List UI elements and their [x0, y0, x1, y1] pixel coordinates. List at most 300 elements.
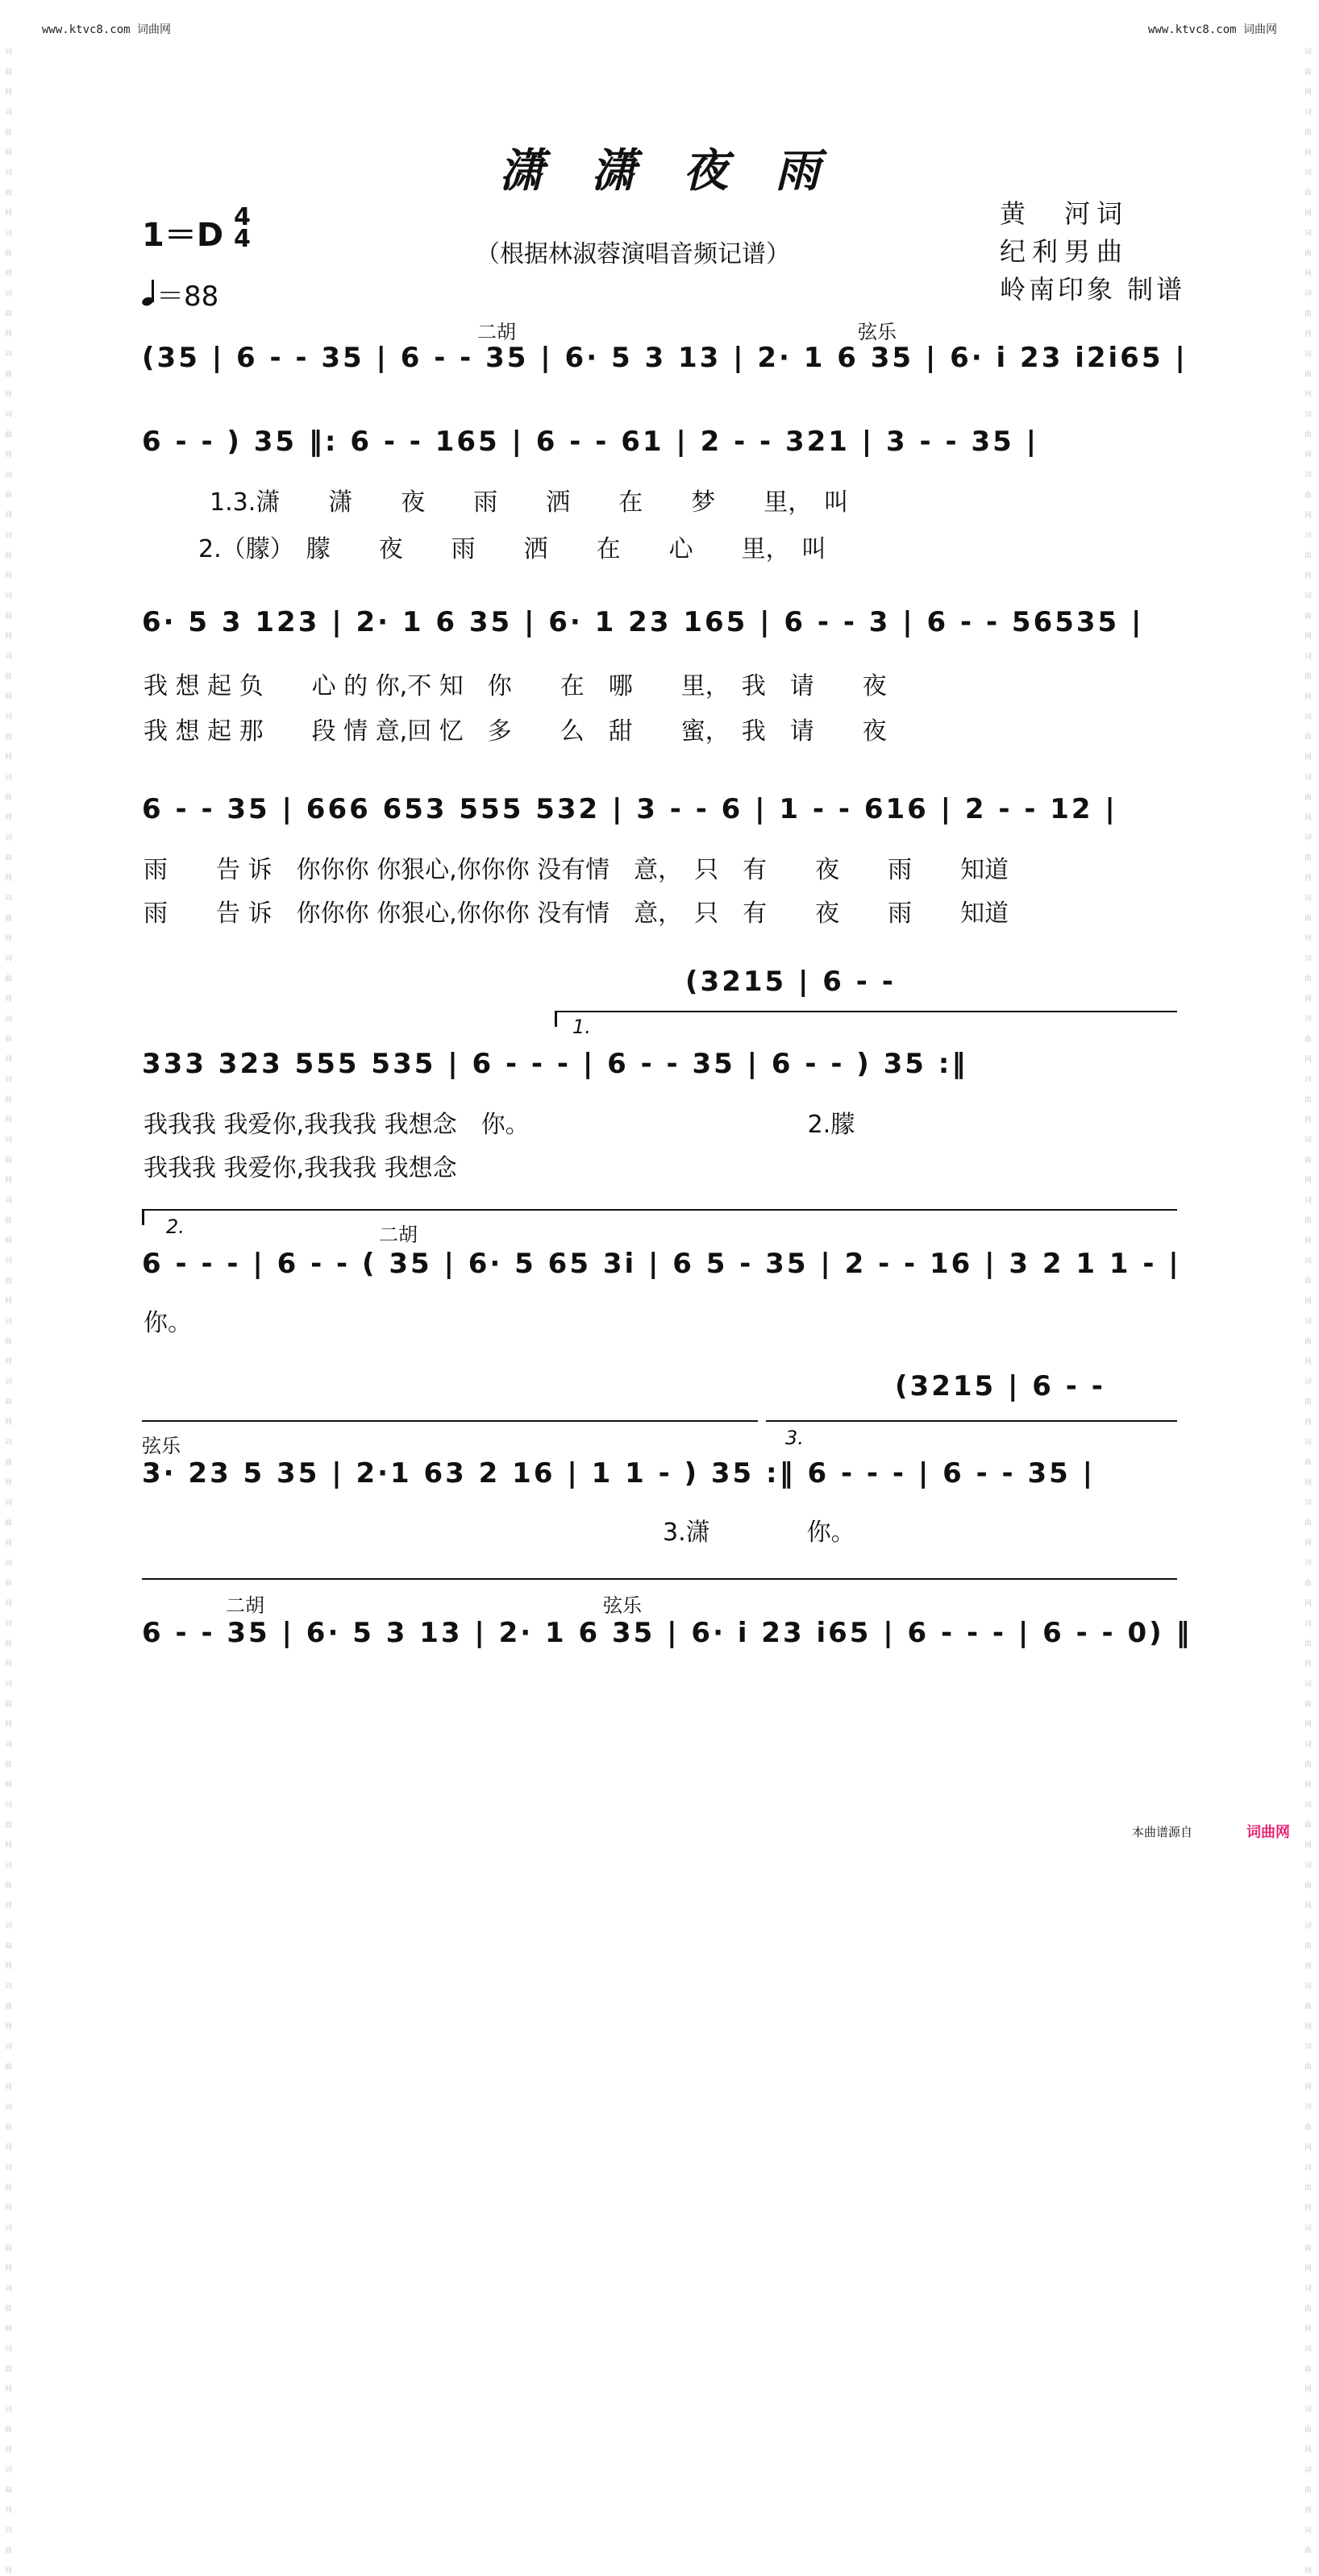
- watermark-char: 词: [5, 1076, 13, 1084]
- lyric-line: 你。: [144, 1309, 192, 1337]
- watermark-char: 词: [1304, 2466, 1313, 2474]
- watermark-char: 曲: [5, 2305, 13, 2313]
- watermark-char: 曲: [1304, 2124, 1313, 2132]
- watermark-char: 词: [5, 1681, 13, 1689]
- watermark-char: 曲: [5, 2063, 13, 2071]
- watermark-char: 网: [1304, 572, 1313, 580]
- watermark-char: 曲: [1304, 552, 1313, 560]
- notation-row: (35 | 6 - - 35 | 6 - - 35 | 6· 5 3 13 | 2· 1 6 35 | 6· i 23 i2i65 |: [142, 342, 1188, 374]
- watermark-char: 词: [5, 532, 13, 540]
- watermark-char: 词: [1304, 1801, 1313, 1809]
- watermark-char: 网: [5, 1842, 13, 1850]
- tempo-value: ＝88: [156, 280, 219, 313]
- watermark-char: 词: [1304, 2104, 1313, 2112]
- watermark-char: 网: [5, 2204, 13, 2212]
- watermark-char: 词: [5, 48, 13, 56]
- watermark-char: 网: [1304, 2144, 1313, 2152]
- watermark-char: 网: [5, 1177, 13, 1185]
- watermark-char: 网: [1304, 210, 1313, 218]
- watermark-char: 网: [1304, 391, 1313, 399]
- watermark-char: 曲: [1304, 794, 1313, 802]
- site-url-left[interactable]: www.ktvc8.com 词曲网: [42, 23, 172, 36]
- instrument-label: 弦乐: [142, 1435, 181, 1457]
- watermark-char: 网: [1304, 814, 1313, 822]
- watermark-char: 曲: [5, 2547, 13, 2555]
- quarter-note-icon: [142, 280, 156, 307]
- watermark-char: 曲: [5, 2184, 13, 2192]
- watermark-char: 词: [5, 2466, 13, 2474]
- watermark-char: 曲: [1304, 1398, 1313, 1406]
- watermark-char: 曲: [5, 1822, 13, 1830]
- watermark-char: 词: [5, 411, 13, 419]
- watermark-char: 曲: [1304, 1942, 1313, 1951]
- watermark-char: 曲: [1304, 1338, 1313, 1346]
- watermark-char: 网: [5, 572, 13, 580]
- section-line: [142, 1420, 758, 1422]
- watermark-char: 曲: [1304, 2366, 1313, 2374]
- watermark-char: 曲: [5, 613, 13, 621]
- volta-label: 3.: [785, 1427, 804, 1449]
- lyric-line: 我 想 起 负 心 的 你,不 知 你 在 哪 里， 我 请 夜: [144, 672, 887, 700]
- watermark-char: 曲: [1304, 2003, 1313, 2011]
- watermark-char: 网: [1304, 935, 1313, 943]
- watermark-char: 词: [5, 1378, 13, 1386]
- watermark-char: 词: [1304, 834, 1313, 842]
- watermark-char: 网: [1304, 1177, 1313, 1185]
- watermark-char: 网: [5, 512, 13, 520]
- watermark-char: 词: [1304, 1076, 1313, 1084]
- watermark-char: 词: [1304, 472, 1313, 480]
- watermark-char: 词: [5, 2164, 13, 2172]
- watermark-char: 曲: [5, 129, 13, 137]
- watermark-char: 词: [1304, 48, 1313, 56]
- watermark-char: 曲: [1304, 371, 1313, 379]
- watermark-char: 词: [1304, 1439, 1313, 1447]
- watermark-char: 网: [5, 1963, 13, 1971]
- watermark-char: 词: [1304, 169, 1313, 177]
- watermark-char: 曲: [5, 1278, 13, 1286]
- watermark-char: 网: [1304, 1419, 1313, 1427]
- watermark-char: 词: [5, 895, 13, 903]
- watermark-char: 网: [5, 2386, 13, 2394]
- watermark-char: 网: [1304, 2325, 1313, 2333]
- watermark-char: 曲: [1304, 310, 1313, 318]
- watermark-char: 网: [5, 2446, 13, 2454]
- watermark-char: 曲: [5, 2426, 13, 2434]
- watermark-char: 曲: [1304, 129, 1313, 137]
- lyricist: 黄 河词: [1000, 198, 1130, 229]
- watermark-char: 词: [5, 2104, 13, 2112]
- watermark-char: 曲: [5, 2366, 13, 2374]
- watermark-char: 词: [1304, 2225, 1313, 2233]
- volta-bracket: [142, 1209, 1177, 1211]
- subtitle: （根据林淑蓉演唱音频记谱）: [476, 240, 790, 268]
- watermark-char: 曲: [1304, 673, 1313, 681]
- watermark-char: 曲: [1304, 1640, 1313, 1648]
- lyric-line: 3.潇 你。: [663, 1519, 855, 1547]
- notation-row: 6 - - 35 | 666 653 555 532 | 3 - - 6 | 1 - - 616 | 2 - - 12 |: [142, 793, 1117, 825]
- watermark-char: 网: [1304, 2446, 1313, 2454]
- volta-bracket-end: [555, 1011, 557, 1027]
- watermark-char: 网: [5, 1539, 13, 1548]
- watermark-char: 网: [5, 814, 13, 822]
- watermark-char: 曲: [1304, 975, 1313, 983]
- watermark-char: 网: [5, 391, 13, 399]
- watermark-char: 曲: [1304, 2487, 1313, 2495]
- watermark-char: 网: [1304, 1056, 1313, 1064]
- watermark-char: 网: [1304, 451, 1313, 459]
- song-title: 潇潇夜雨: [499, 144, 867, 197]
- right-watermark: [1304, 48, 1314, 2575]
- watermark-char: 网: [5, 2084, 13, 2092]
- watermark-char: 曲: [1304, 1580, 1313, 1588]
- watermark-char: 网: [5, 1721, 13, 1729]
- watermark-char: 网: [5, 451, 13, 459]
- footer-logo[interactable]: 词曲网: [1246, 1824, 1290, 1841]
- watermark-char: 曲: [1304, 1822, 1313, 1830]
- watermark-char: 曲: [5, 794, 13, 802]
- watermark-char: 词: [5, 955, 13, 963]
- watermark-char: 网: [1304, 1237, 1313, 1245]
- watermark-char: 曲: [5, 250, 13, 258]
- watermark-char: 曲: [5, 310, 13, 318]
- watermark-char: 网: [5, 149, 13, 157]
- lyric-line: 我 想 起 那 段 情 意,回 忆 多 么 甜 蜜， 我 请 夜: [144, 717, 887, 746]
- watermark-char: 词: [5, 1620, 13, 1628]
- lyric-line: 我我我 我爱你,我我我 我想念: [144, 1154, 457, 1182]
- watermark-char: 词: [1304, 532, 1313, 540]
- watermark-char: 网: [1304, 995, 1313, 1003]
- watermark-char: 词: [1304, 2345, 1313, 2354]
- watermark-char: 网: [1304, 693, 1313, 701]
- watermark-char: 曲: [5, 1036, 13, 1044]
- site-url-right[interactable]: www.ktvc8.com 词曲网: [1147, 23, 1277, 36]
- watermark-char: 词: [1304, 290, 1313, 298]
- watermark-char: 词: [1304, 351, 1313, 359]
- lyric-line: 2.（朦） 朦 夜 雨 洒 在 心 里， 叫: [198, 535, 826, 563]
- watermark-char: 网: [1304, 2386, 1313, 2394]
- watermark-char: 词: [1304, 2406, 1313, 2414]
- notation-row: 333 323 555 535 | 6 - - - | 6 - - 35 | 6 - - ) 35 :‖: [142, 1048, 968, 1080]
- composer: 纪利男曲: [1000, 236, 1130, 267]
- watermark-char: 词: [5, 290, 13, 298]
- instrument-label: 二胡: [226, 1594, 264, 1617]
- watermark-char: 网: [5, 1358, 13, 1366]
- watermark-char: 曲: [5, 975, 13, 983]
- watermark-char: 词: [1304, 1862, 1313, 1870]
- footer-source: 本曲谱源自: [1132, 1825, 1193, 1839]
- watermark-char: 网: [5, 1056, 13, 1064]
- watermark-char: 词: [5, 592, 13, 600]
- watermark-char: 曲: [5, 673, 13, 681]
- watermark-char: 词: [5, 653, 13, 661]
- watermark-char: 词: [1304, 411, 1313, 419]
- watermark-char: 曲: [5, 915, 13, 923]
- watermark-char: 词: [5, 109, 13, 117]
- watermark-char: 曲: [5, 371, 13, 379]
- volta-label: 2.: [166, 1215, 185, 1238]
- watermark-char: 词: [1304, 109, 1313, 117]
- watermark-char: 网: [1304, 633, 1313, 641]
- watermark-char: 曲: [5, 2003, 13, 2011]
- watermark-char: 网: [5, 1902, 13, 1910]
- watermark-char: 网: [1304, 2567, 1313, 2575]
- time-signature: [234, 203, 251, 253]
- watermark-char: 网: [5, 1660, 13, 1668]
- watermark-char: 网: [5, 693, 13, 701]
- watermark-char: 网: [1304, 875, 1313, 883]
- watermark-char: 曲: [1304, 1217, 1313, 1225]
- watermark-char: 词: [1304, 2043, 1313, 2051]
- instrument-label: 弦乐: [603, 1594, 642, 1617]
- watermark-char: 曲: [5, 431, 13, 439]
- meter-bottom: 4: [234, 225, 251, 253]
- watermark-char: 网: [1304, 1842, 1313, 1850]
- watermark-char: 词: [5, 1016, 13, 1024]
- watermark-char: 词: [5, 1136, 13, 1145]
- watermark-char: 词: [1304, 1681, 1313, 1689]
- watermark-char: 网: [1304, 1963, 1313, 1971]
- watermark-char: 曲: [5, 552, 13, 560]
- watermark-char: 曲: [1304, 1278, 1313, 1286]
- watermark-char: 网: [5, 2265, 13, 2273]
- watermark-char: 网: [5, 2023, 13, 2031]
- watermark-char: 词: [1304, 1741, 1313, 1749]
- watermark-char: 曲: [5, 1217, 13, 1225]
- watermark-char: 网: [1304, 89, 1313, 97]
- watermark-char: 网: [5, 995, 13, 1003]
- watermark-char: 网: [1304, 512, 1313, 520]
- watermark-char: 词: [1304, 1257, 1313, 1265]
- watermark-char: 词: [1304, 1136, 1313, 1145]
- watermark-char: 网: [5, 935, 13, 943]
- watermark-char: 词: [5, 2225, 13, 2233]
- meter-top: 4: [234, 203, 251, 231]
- watermark-char: 词: [1304, 230, 1313, 238]
- watermark-char: 词: [1304, 1499, 1313, 1507]
- watermark-char: 曲: [5, 854, 13, 862]
- notation-row: 3· 23 5 35 | 2·1 63 2 16 | 1 1 - ) 35 :‖ 6 - - - | 6 - - 35 |: [142, 1457, 1096, 1490]
- watermark-char: 曲: [5, 1398, 13, 1406]
- watermark-char: 曲: [5, 1761, 13, 1769]
- watermark-char: 曲: [5, 733, 13, 742]
- watermark-char: 词: [1304, 713, 1313, 721]
- watermark-char: 网: [1304, 270, 1313, 278]
- watermark-char: 曲: [1304, 2426, 1313, 2434]
- watermark-char: 网: [1304, 1298, 1313, 1306]
- watermark-char: 曲: [5, 1640, 13, 1648]
- watermark-char: 曲: [1304, 431, 1313, 439]
- watermark-char: 曲: [1304, 1761, 1313, 1769]
- watermark-char: 网: [1304, 149, 1313, 157]
- watermark-char: 词: [5, 1197, 13, 1205]
- watermark-char: 词: [1304, 2527, 1313, 2535]
- watermark-char: 网: [5, 1116, 13, 1124]
- watermark-char: 网: [1304, 1116, 1313, 1124]
- watermark-char: 曲: [1304, 1701, 1313, 1709]
- watermark-char: 词: [5, 351, 13, 359]
- watermark-char: 网: [1304, 1721, 1313, 1729]
- watermark-char: 网: [5, 1237, 13, 1245]
- watermark-char: 网: [1304, 2265, 1313, 2273]
- instrument-label: 弦乐: [858, 321, 897, 343]
- watermark-char: 词: [1304, 2285, 1313, 2293]
- watermark-char: 网: [5, 2567, 13, 2575]
- watermark-char: 词: [5, 230, 13, 238]
- watermark-char: 网: [5, 1479, 13, 1487]
- watermark-char: 曲: [1304, 2184, 1313, 2192]
- watermark-char: 词: [5, 1499, 13, 1507]
- watermark-char: 网: [1304, 1539, 1313, 1548]
- watermark-char: 网: [5, 875, 13, 883]
- watermark-char: 网: [1304, 754, 1313, 762]
- watermark-char: 曲: [1304, 492, 1313, 500]
- watermark-char: 曲: [5, 1096, 13, 1104]
- watermark-char: 曲: [1304, 915, 1313, 923]
- cue-notes: (3215 | 6 - -: [685, 966, 896, 998]
- watermark-char: 曲: [1304, 1036, 1313, 1044]
- watermark-char: 词: [1304, 1620, 1313, 1628]
- watermark-char: 曲: [5, 1882, 13, 1890]
- watermark-char: 曲: [5, 492, 13, 500]
- watermark-char: 词: [1304, 1378, 1313, 1386]
- watermark-char: 曲: [1304, 69, 1313, 77]
- watermark-char: 词: [5, 1257, 13, 1265]
- tempo-marking: [142, 274, 218, 314]
- watermark-char: 词: [5, 2527, 13, 2535]
- watermark-char: 词: [5, 1560, 13, 1568]
- watermark-char: 词: [1304, 774, 1313, 782]
- watermark-char: 曲: [1304, 2547, 1313, 2555]
- watermark-char: 曲: [5, 1459, 13, 1467]
- watermark-char: 网: [5, 2144, 13, 2152]
- watermark-char: 词: [1304, 1983, 1313, 1991]
- watermark-char: 网: [5, 330, 13, 339]
- watermark-char: 网: [5, 2325, 13, 2333]
- watermark-char: 词: [5, 1801, 13, 1809]
- watermark-char: 曲: [5, 1519, 13, 1527]
- watermark-char: 词: [5, 774, 13, 782]
- watermark-char: 词: [1304, 1318, 1313, 1326]
- volta-bracket-end: [142, 1209, 144, 1225]
- notation-row: 6 - - - | 6 - - ( 35 | 6· 5 65 3i | 6 5 - 35 | 2 - - 16 | 3 2 1 1 - |: [142, 1248, 1181, 1280]
- watermark-char: 网: [1304, 2204, 1313, 2212]
- watermark-char: 曲: [1304, 189, 1313, 197]
- notation-row: 6· 5 3 123 | 2· 1 6 35 | 6· 1 23 165 | 6 - - 3 | 6 - - 56535 |: [142, 606, 1144, 638]
- watermark-char: 词: [5, 713, 13, 721]
- watermark-char: 曲: [5, 1701, 13, 1709]
- watermark-char: 曲: [5, 2487, 13, 2495]
- notation-row: 6 - - 35 | 6· 5 3 13 | 2· 1 6 35 | 6· i 23 i65 | 6 - - - | 6 - - 0) ‖: [142, 1617, 1192, 1649]
- watermark-char: 网: [5, 2507, 13, 2515]
- watermark-char: 曲: [1304, 733, 1313, 742]
- volta-bracket: [766, 1420, 1177, 1422]
- watermark-char: 网: [1304, 1479, 1313, 1487]
- watermark-char: 词: [1304, 1197, 1313, 1205]
- watermark-char: 曲: [1304, 1096, 1313, 1104]
- watermark-char: 网: [5, 210, 13, 218]
- watermark-char: 曲: [1304, 854, 1313, 862]
- watermark-char: 网: [5, 270, 13, 278]
- watermark-char: 网: [1304, 1781, 1313, 1789]
- watermark-char: 词: [1304, 1016, 1313, 1024]
- lyric-line: 我我我 我爱你,我我我 我想念 你。 2.朦: [144, 1111, 855, 1139]
- watermark-char: 词: [1304, 1922, 1313, 1930]
- watermark-char: 网: [5, 1298, 13, 1306]
- key-signature: 1＝D: [142, 217, 224, 254]
- watermark-char: 曲: [1304, 2063, 1313, 2071]
- arranger: 岭南印象 制谱: [1000, 274, 1186, 305]
- watermark-char: 网: [1304, 1358, 1313, 1366]
- lyric-line: 雨 告 诉 你你你 你狠心,你你你 没有情 意， 只 有 夜 雨 知道: [144, 856, 1009, 884]
- watermark-char: 曲: [5, 2124, 13, 2132]
- watermark-char: 曲: [5, 2245, 13, 2253]
- watermark-char: 曲: [1304, 613, 1313, 621]
- instrument-label: 二胡: [477, 321, 516, 343]
- left-watermark: [5, 48, 15, 2575]
- watermark-char: 曲: [5, 1338, 13, 1346]
- watermark-char: 网: [1304, 2023, 1313, 2031]
- watermark-char: 词: [1304, 592, 1313, 600]
- watermark-char: 曲: [1304, 1459, 1313, 1467]
- watermark-char: 词: [5, 2043, 13, 2051]
- watermark-char: 网: [5, 1600, 13, 1608]
- watermark-char: 词: [1304, 2164, 1313, 2172]
- watermark-char: 词: [1304, 653, 1313, 661]
- watermark-char: 曲: [1304, 2305, 1313, 2313]
- watermark-char: 网: [1304, 2507, 1313, 2515]
- watermark-char: 词: [5, 2406, 13, 2414]
- watermark-char: 词: [1304, 895, 1313, 903]
- watermark-char: 词: [5, 2285, 13, 2293]
- lyric-line: 雨 告 诉 你你你 你狠心,你你你 没有情 意， 只 有 夜 雨 知道: [144, 900, 1009, 928]
- watermark-char: 曲: [5, 1580, 13, 1588]
- watermark-char: 曲: [5, 189, 13, 197]
- watermark-char: 词: [5, 1922, 13, 1930]
- watermark-char: 网: [5, 754, 13, 762]
- watermark-char: 词: [1304, 955, 1313, 963]
- watermark-char: 曲: [1304, 250, 1313, 258]
- watermark-char: 词: [1304, 1560, 1313, 1568]
- watermark-char: 词: [5, 1862, 13, 1870]
- cue-notes: (3215 | 6 - -: [895, 1370, 1105, 1402]
- watermark-char: 网: [1304, 1902, 1313, 1910]
- watermark-char: 网: [1304, 330, 1313, 339]
- volta-bracket: [555, 1011, 1177, 1012]
- watermark-char: 曲: [5, 1942, 13, 1951]
- instrument-label: 二胡: [379, 1224, 418, 1246]
- watermark-char: 网: [1304, 2084, 1313, 2092]
- watermark-char: 曲: [1304, 1882, 1313, 1890]
- volta-label: 1.: [572, 1016, 591, 1038]
- watermark-char: 词: [5, 1318, 13, 1326]
- watermark-char: 网: [5, 1781, 13, 1789]
- watermark-char: 曲: [1304, 1157, 1313, 1165]
- watermark-char: 曲: [1304, 2245, 1313, 2253]
- watermark-char: 词: [5, 1741, 13, 1749]
- notation-row: 6 - - ) 35 ‖: 6 - - 165 | 6 - - 61 | 2 - - 321 | 3 - - 35 |: [142, 426, 1039, 458]
- section-line: [142, 1578, 1177, 1580]
- watermark-char: 词: [5, 834, 13, 842]
- watermark-char: 网: [5, 89, 13, 97]
- watermark-char: 网: [5, 1419, 13, 1427]
- watermark-char: 词: [5, 472, 13, 480]
- watermark-char: 曲: [5, 69, 13, 77]
- lyric-line: 1.3.潇 潇 夜 雨 洒 在 梦 里， 叫: [210, 488, 849, 517]
- watermark-char: 网: [1304, 1600, 1313, 1608]
- watermark-char: 网: [5, 633, 13, 641]
- watermark-char: 词: [5, 2345, 13, 2354]
